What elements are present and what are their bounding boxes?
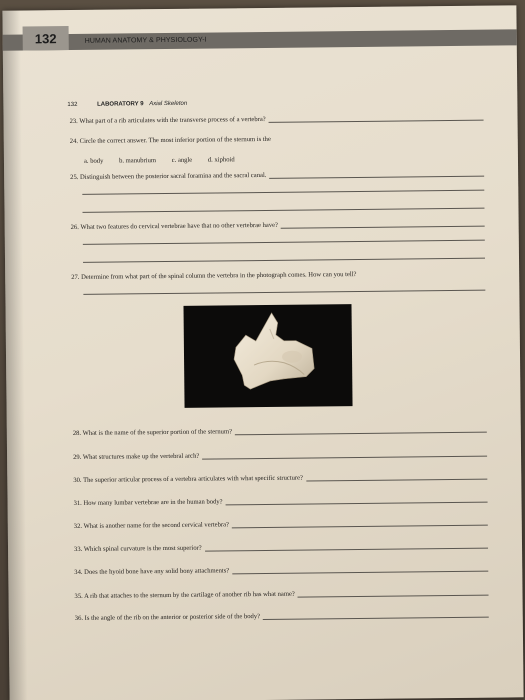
question-34 [74, 565, 488, 576]
question-31-text: 31. How many lumbar vertebrae are in the human body? [73, 498, 223, 507]
answer-line [82, 190, 484, 195]
lab-subtitle: Axial Skeleton [149, 100, 188, 108]
answer-line [202, 456, 487, 460]
question-32-text: 32. What is another name for the second cervical vertebra? [73, 521, 229, 530]
question-33-text: 33. Which spinal curvature is the most superior? [74, 544, 202, 553]
question-34-text: 34. Does the hyoid bone have any solid bony attachments? [74, 567, 230, 576]
question-24-choices [84, 156, 249, 165]
textbook-page [2, 5, 523, 700]
question-25 [70, 170, 484, 181]
header-page-number: 132 [23, 26, 69, 50]
lab-header [67, 101, 187, 108]
running-header-bar [3, 29, 517, 50]
question-23-text: 23. What part of a rib articulates with the transverse process of a vertebra? [69, 115, 266, 126]
question-35 [74, 589, 488, 600]
answer-line [263, 617, 489, 620]
choice-a: a. body [83, 157, 104, 165]
choice-b: b. manubrium [119, 157, 157, 165]
answer-line [232, 571, 488, 575]
question-29 [73, 450, 487, 461]
header-book-title: HUMAN ANATOMY & PHYSIOLOGY-I [84, 36, 207, 45]
question-27 [71, 271, 356, 281]
answer-line [232, 525, 488, 529]
question-36-text: 36. Is the angle of the rib on the anterior or posterior side of the body? [74, 613, 261, 622]
question-31 [74, 496, 488, 507]
answer-line [83, 258, 485, 263]
question-27-text: 27. Determine from what part of the spinal column the vertebra in the photograph comes. How can you tell? [71, 271, 357, 282]
question-28 [73, 426, 487, 437]
question-24 [70, 136, 271, 145]
answer-line [235, 432, 487, 436]
answer-line [298, 595, 489, 598]
answer-line [226, 502, 488, 506]
answer-line [269, 176, 484, 179]
answer-line [306, 479, 487, 482]
question-35-text: 35. A rib that attaches to the sternum by the cartilage of another rib has what name? [74, 590, 295, 600]
question-25-text: 25. Distinguish between the posterior sacral foramina and the sacral canal. [70, 171, 267, 182]
answer-line [83, 208, 485, 213]
page-binding-shadow [2, 11, 27, 700]
answer-line [269, 120, 484, 123]
vertebra-bone-image [183, 304, 352, 408]
question-32 [74, 519, 488, 530]
choice-d: d. xiphoid [207, 156, 235, 164]
question-23 [70, 114, 484, 125]
choice-c: c. angle [171, 156, 193, 164]
answer-line [83, 240, 485, 245]
question-33 [74, 542, 488, 553]
question-30 [73, 473, 487, 484]
question-36 [75, 611, 489, 622]
lab-page-number: 132 [67, 101, 78, 109]
answer-line [205, 548, 488, 552]
question-26-text: 26. What two features do cervical vertebrae have that no other vertebrae have? [70, 221, 278, 232]
vertebra-photograph [183, 304, 352, 408]
answer-line [83, 290, 485, 295]
question-24-text: 24. Circle the correct answer. The most inferior portion of the sternum is the [69, 135, 271, 146]
question-28-text: 28. What is the name of the superior portion of the sternum? [72, 428, 233, 437]
question-26 [71, 220, 485, 231]
lab-title: LABORATORY 9 [97, 101, 144, 108]
answer-line [281, 226, 485, 229]
question-29-text: 29. What structures make up the vertebral arch? [73, 452, 200, 461]
question-30-text: 30. The superior articular process of a vertebra articulates with what specific structure? [73, 474, 303, 484]
